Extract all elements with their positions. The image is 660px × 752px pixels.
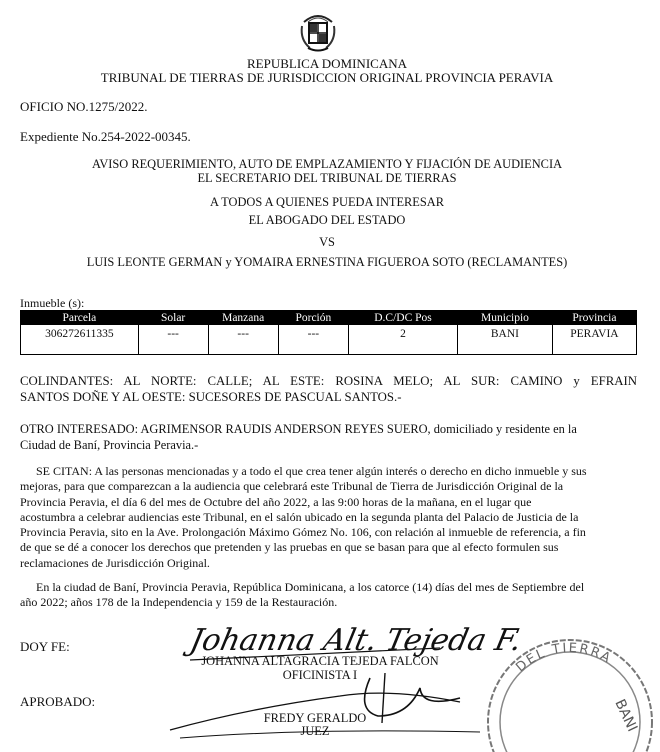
paragraph-line: En la ciudad de Baní, Provincia Peravia, República Dominicana, a los catorce (14) días del mes de Septiembre del	[36, 580, 585, 594]
parties-line: LUIS LEONTE GERMAN y YOMAIRA ERNESTINA FIGUEROA SOTO (RECLAMANTES)	[86, 255, 568, 269]
table-header: Solar	[138, 311, 208, 325]
otro-interesado-line: Ciudad de Baní, Provincia Peravia.-	[20, 438, 199, 452]
aprobado-name: FREDY GERALDO	[263, 711, 367, 725]
coat-of-arms-seal	[298, 8, 338, 54]
paragraph-line: año 2022; años 178 de la Independencia y 159 de la Restauración.	[20, 595, 338, 610]
country-heading: REPUBLICA DOMINICANA	[247, 56, 407, 71]
otro-interesado-line: OTRO INTERESADO: AGRIMENSOR RAUDIS ANDERSON REYES SUERO, domiciliado y residente en la	[20, 422, 577, 436]
table-row	[21, 325, 637, 355]
svg-text:Johanna Alt. Tejeda F.: Johanna Alt. Tejeda F.	[186, 623, 525, 658]
svg-text:BANI: BANI	[611, 696, 641, 735]
a-todos-title: A TODOS A QUIENES PUEDA INTERESAR	[210, 195, 444, 209]
paragraph-line: acostumbra a celebrar audiencias este Tribunal, en el salón ubicado en la segunda planta del Palacio de Justicia de la	[20, 509, 579, 524]
table-header: Porción	[278, 311, 348, 325]
inmueble-table	[20, 310, 637, 355]
vs-label: VS	[319, 235, 335, 249]
expediente-number: Expediente No.254-2022-00345.	[20, 129, 191, 144]
table-cell: BANI	[458, 325, 553, 355]
aprobado-title: JUEZ	[300, 724, 330, 738]
table-cell: ---	[278, 325, 348, 355]
paragraph-line: Provincia Peravia, el día 6 del mes de Octubre del año 2022, a las 9:00 horas de la mañana, en el lugar que	[20, 494, 532, 509]
table-header: Parcela	[21, 311, 139, 325]
table-header: D.C/DC Pos	[348, 311, 457, 325]
table-cell: 306272611335	[21, 325, 139, 355]
table-cell: 2	[348, 325, 457, 355]
paragraph-line: de que se dé a conocer los derechos que pretenden y las pruebas en que se basan para que al efecto formulen sus	[20, 540, 559, 555]
table-header: Provincia	[552, 311, 636, 325]
inmueble-label: Inmueble (s):	[20, 296, 85, 310]
colindantes-block	[20, 373, 637, 405]
paragraph-line: mejoras, para que comparezcan a la audiencia que celebrará este Tribunal de Tierra de Jurisdicción Original de la	[20, 479, 564, 494]
table-cell: ---	[208, 325, 278, 355]
tribunal-heading: TRIBUNAL DE TIERRAS DE JURISDICCION ORIGINAL PROVINCIA PERAVIA	[100, 70, 554, 85]
fecha-paragraph	[20, 580, 640, 611]
table-cell: ---	[138, 325, 208, 355]
paragraph-line: SE CITAN: A las personas mencionadas y a todo el que crea tener algún interés o derecho en dicho inmueble y sus	[36, 464, 587, 478]
abogado-title: EL ABOGADO DEL ESTADO	[248, 213, 406, 227]
se-citan-paragraph	[20, 464, 640, 571]
table-cell: PERAVIA	[552, 325, 636, 355]
table-header: Municipio	[458, 311, 553, 325]
doy-fe-name: JOHANNA ALTAGRACIA TEJEDA FALCON	[201, 654, 439, 668]
table-header: Manzana	[208, 311, 278, 325]
aprobado-label: APROBADO:	[20, 694, 96, 709]
otro-interesado-block	[20, 421, 637, 453]
doy-fe-label: DOY FE:	[20, 639, 70, 654]
inmueble-header-row	[21, 311, 637, 325]
svg-text:DEL TIERRA: DEL TIERRA	[513, 640, 615, 676]
secretario-title: EL SECRETARIO DEL TRIBUNAL DE TIERRAS	[197, 171, 457, 185]
oficio-number: OFICIO NO.1275/2022.	[20, 99, 148, 114]
aviso-title: AVISO REQUERIMIENTO, AUTO DE EMPLAZAMIENTO Y FIJACIÓN DE AUDIENCIA	[91, 157, 563, 171]
paragraph-line: reclamaciones de Jurisdicción Original.	[20, 555, 210, 570]
colindantes-line: COLINDANTES: AL NORTE: CALLE; AL ESTE: ROSINA MELO; AL SUR: CAMINO y EFRAIN	[20, 374, 637, 388]
doy-fe-title: OFICINISTA I	[282, 668, 358, 682]
colindantes-line: SANTOS DOÑE Y AL OESTE: SUCESORES DE PASCUAL SANTOS.-	[20, 390, 402, 404]
paragraph-line: Provincia Peravia, sito en la Ave. Prolongación Máximo Gómez No. 106, con relación al inmueble de referencia, a fin	[20, 525, 586, 540]
